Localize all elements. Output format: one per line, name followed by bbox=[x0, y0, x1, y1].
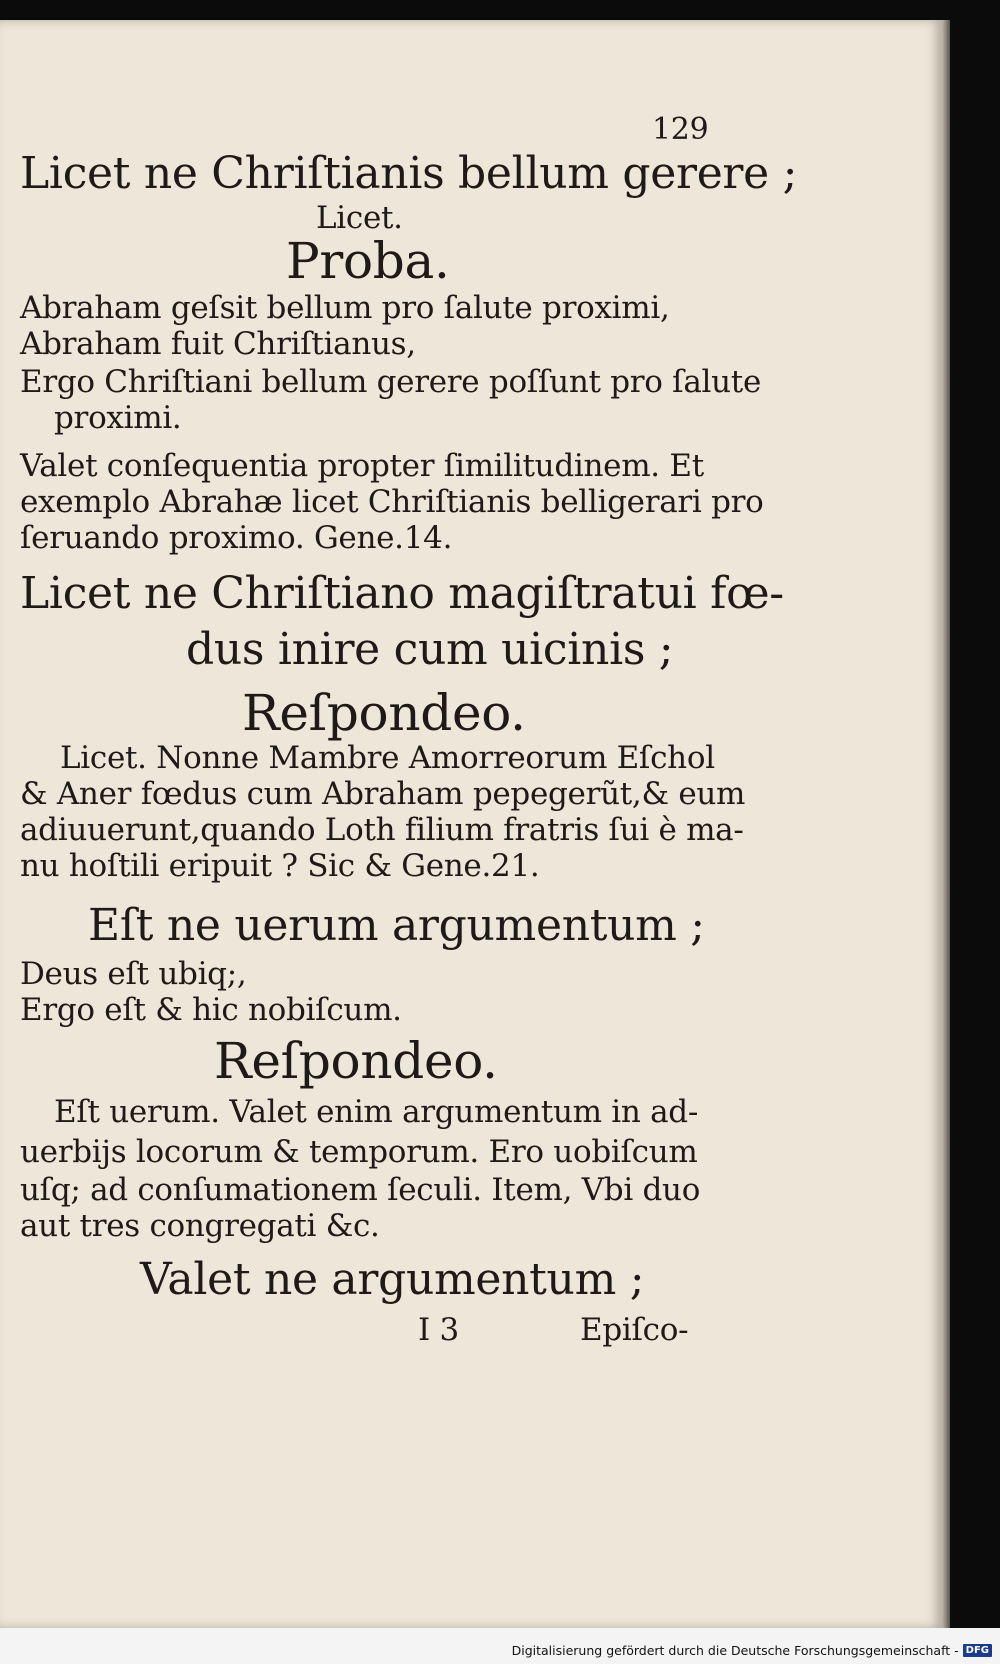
text-line: Abraham fuit Chriſtianus, bbox=[20, 326, 416, 362]
section-heading: Proba. bbox=[286, 232, 450, 290]
text-line: Abraham geſsit bellum pro ſalute proximi, bbox=[20, 290, 670, 326]
text-line: Deus eſt ubiq;, bbox=[20, 956, 247, 992]
page-edge bbox=[942, 20, 950, 1628]
text-line: aut tres congregati &c. bbox=[20, 1208, 380, 1244]
section-heading: Reſpondeo. bbox=[214, 1032, 498, 1090]
answer-line: Licet. bbox=[316, 200, 403, 236]
text-line: proximi. bbox=[54, 400, 182, 436]
text-line: uſq; ad conſumationem ſeculi. Item, Vbi duo bbox=[20, 1172, 701, 1208]
text-line: ſeruando proximo. Gene.14. bbox=[20, 520, 453, 556]
question-heading: Licet ne Chriſtianis bellum gerere ; bbox=[20, 148, 798, 199]
text-line: Eſt uerum. Valet enim argumentum in ad- bbox=[54, 1094, 699, 1130]
question-heading: dus inire cum uicinis ; bbox=[186, 624, 674, 675]
dfg-logo-icon: DFG bbox=[963, 1644, 992, 1657]
text-line: nu hoſtili eripuit ? Sic & Gene.21. bbox=[20, 848, 540, 884]
footer-credit bbox=[511, 1640, 992, 1660]
section-heading: Reſpondeo. bbox=[242, 684, 526, 742]
text-line: Valet conſequentia propter ſimilitudinem. Et bbox=[20, 448, 704, 484]
text-line: Ergo Chriſtiani bellum gerere poſſunt pro ſalute bbox=[20, 364, 762, 400]
text-line: exemplo Abrahæ licet Chriſtianis belligerari pro bbox=[20, 484, 764, 520]
question-heading: Licet ne Chriſtiano magiſtratui fœ- bbox=[20, 568, 784, 619]
text-line: uerbijs locorum & temporum. Ero uobiſcum bbox=[20, 1134, 698, 1170]
question-heading: Valet ne argumentum ; bbox=[140, 1254, 645, 1305]
page-number: 129 bbox=[652, 112, 709, 147]
text-line: Licet. Nonne Mambre Amorreorum Eſchol bbox=[60, 740, 715, 776]
catchword: Epiſco- bbox=[580, 1312, 689, 1348]
text-line: Ergo eſt & hic nobiſcum. bbox=[20, 992, 402, 1028]
text-line: adiuuerunt,quando Loth filium fratris ſui è ma- bbox=[20, 812, 744, 848]
footer-text: Digitalisierung gefördert durch die Deutsche Forschungsgemeinschaft - bbox=[511, 1642, 959, 1658]
question-heading: Eſt ne uerum argumentum ; bbox=[88, 900, 705, 951]
text-line: & Aner fœdus cum Abraham pepegerũt,& eum bbox=[20, 776, 746, 812]
signature-mark: I 3 bbox=[418, 1312, 459, 1348]
